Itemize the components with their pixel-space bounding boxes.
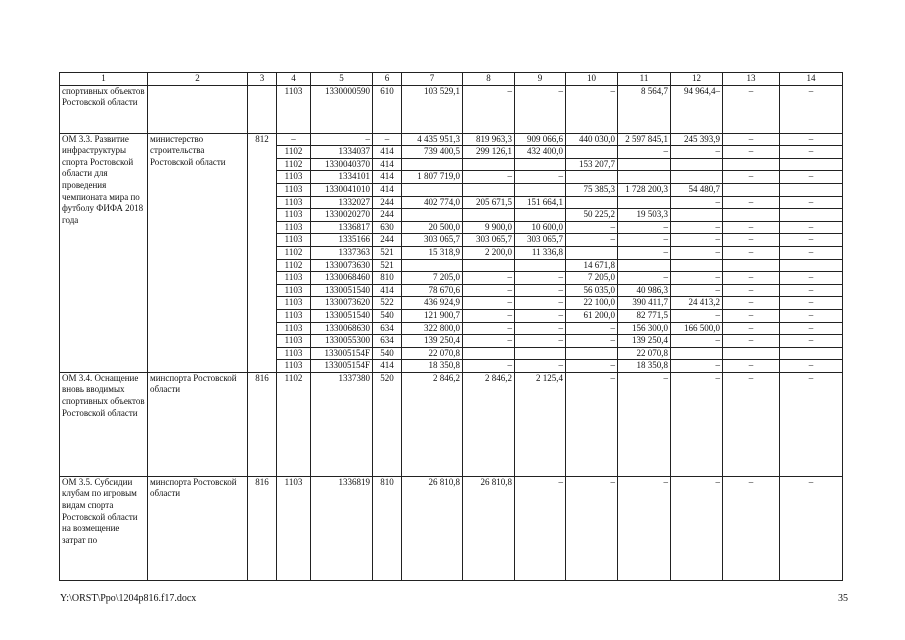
table-cell: 151 664,1	[515, 196, 566, 209]
column-header: 4	[277, 73, 311, 86]
table-cell	[566, 347, 618, 360]
measure-name-cell: ОМ 3.5. Субсидии клубам по игровым видам спорта Ростовской области на возмещение затрат по	[60, 476, 148, 580]
column-header: 6	[373, 73, 402, 86]
table-cell: 540	[373, 347, 402, 360]
table-cell: 1330073620	[311, 297, 373, 310]
table-cell	[723, 183, 780, 196]
table-cell: –	[463, 284, 515, 297]
table-cell	[618, 171, 671, 184]
table-cell: 26 810,8	[402, 476, 463, 580]
table-cell: 10 600,0	[515, 221, 566, 234]
table-cell: 436 924,9	[402, 297, 463, 310]
table-cell	[402, 209, 463, 222]
table-cell: –	[515, 284, 566, 297]
table-cell: –	[671, 221, 723, 234]
page-number: 35	[838, 593, 848, 604]
table-cell: 1335166	[311, 234, 373, 247]
table-cell: –	[463, 85, 515, 133]
table-row	[60, 85, 843, 133]
table-cell: –	[463, 272, 515, 285]
table-cell	[671, 347, 723, 360]
table-cell: 810	[373, 272, 402, 285]
table-cell: –	[671, 196, 723, 209]
table-cell: 54 480,7	[671, 183, 723, 196]
table-cell: 540	[373, 309, 402, 322]
table-cell: 1330068630	[311, 322, 373, 335]
table-cell: –	[566, 234, 618, 247]
table-cell: 8 564,7	[618, 85, 671, 133]
table-cell: 166 500,0	[671, 322, 723, 335]
table-cell: 18 350,8	[402, 360, 463, 373]
table-cell: 1103	[277, 272, 311, 285]
table-cell: 1103	[277, 196, 311, 209]
grbs-code-cell: 816	[248, 476, 277, 580]
table-cell: –	[671, 146, 723, 159]
table-cell: 1334101	[311, 171, 373, 184]
table-cell: 1103	[277, 85, 311, 133]
table-cell: –	[515, 360, 566, 373]
table-cell	[402, 183, 463, 196]
table-cell: –	[723, 360, 780, 373]
column-header: 7	[402, 73, 463, 86]
table-cell: 1330020270	[311, 209, 373, 222]
table-cell: –	[566, 85, 618, 133]
table-cell: 1103	[277, 476, 311, 580]
table-cell: –	[277, 133, 311, 146]
table-cell: 22 070,8	[618, 347, 671, 360]
table-cell: 2 846,2	[402, 372, 463, 476]
table-cell: 1103	[277, 221, 311, 234]
table-cell: –	[515, 309, 566, 322]
table-cell	[780, 209, 843, 222]
table-cell: –	[463, 360, 515, 373]
table-cell: 7 205,0	[402, 272, 463, 285]
measure-name-cell: ОМ 3.3. Развитие инфраструктуры спорта Ростовской области для проведения чемпионата мира по футболу ФИФА 2018 года	[60, 133, 148, 372]
table-cell: –	[780, 234, 843, 247]
table-cell: 1102	[277, 372, 311, 476]
table-cell: 50 225,2	[566, 209, 618, 222]
table-cell: –	[723, 322, 780, 335]
executor-cell: минспорта Ростовской области	[148, 372, 248, 476]
table-cell: –	[780, 297, 843, 310]
table-cell: 414	[373, 146, 402, 159]
table-cell: 1330051540	[311, 309, 373, 322]
table-cell: 303 065,7	[515, 234, 566, 247]
table-cell: 1103	[277, 335, 311, 348]
table-cell: 2 200,0	[463, 246, 515, 259]
column-header: 5	[311, 73, 373, 86]
table-cell: –	[566, 335, 618, 348]
table-cell: 24 413,2	[671, 297, 723, 310]
table-cell: –	[671, 272, 723, 285]
table-cell: 139 250,4	[618, 335, 671, 348]
column-header: 9	[515, 73, 566, 86]
column-header: 14	[780, 73, 843, 86]
table-cell: 245 393,9	[671, 133, 723, 146]
table-cell: 153 207,7	[566, 158, 618, 171]
table-cell: –	[723, 171, 780, 184]
table-cell: 1330040370	[311, 158, 373, 171]
table-cell: 1336819	[311, 476, 373, 580]
table-cell: 1102	[277, 146, 311, 159]
table-cell: –	[463, 322, 515, 335]
table-cell: –	[780, 284, 843, 297]
table-cell: 1332027	[311, 196, 373, 209]
table-cell: 94 964,4–	[671, 85, 723, 133]
table-cell: –	[780, 246, 843, 259]
table-cell	[566, 146, 618, 159]
table-cell: 56 035,0	[566, 284, 618, 297]
table-cell	[671, 171, 723, 184]
table-cell: 521	[373, 246, 402, 259]
table-cell: –	[515, 272, 566, 285]
table-cell: 1102	[277, 246, 311, 259]
executor-cell: минспорта Ростовской области	[148, 476, 248, 580]
table-cell: –	[515, 322, 566, 335]
table-cell: 1103	[277, 171, 311, 184]
table-cell: 1103	[277, 209, 311, 222]
table-cell: 390 411,7	[618, 297, 671, 310]
table-cell: –	[311, 133, 373, 146]
column-header: 1	[60, 73, 148, 86]
table-cell: –	[671, 309, 723, 322]
table-cell: –	[780, 133, 843, 146]
table-cell: –	[618, 146, 671, 159]
executor-cell: министерство строительства Ростовской области	[148, 133, 248, 372]
table-cell: 15 318,9	[402, 246, 463, 259]
table-cell: –	[671, 284, 723, 297]
table-cell: –	[723, 476, 780, 580]
executor-cell	[148, 85, 248, 133]
table-cell	[780, 347, 843, 360]
grbs-code-cell: 816	[248, 372, 277, 476]
table-cell: –	[780, 272, 843, 285]
table-row	[60, 133, 843, 146]
table-cell: –	[618, 234, 671, 247]
table-cell: 432 400,0	[515, 146, 566, 159]
table-cell: 810	[373, 476, 402, 580]
table-cell: 244	[373, 196, 402, 209]
table-cell	[671, 209, 723, 222]
table-cell	[515, 158, 566, 171]
table-cell: 414	[373, 284, 402, 297]
table-cell: –	[515, 85, 566, 133]
table-row	[60, 476, 843, 580]
table-cell: –	[463, 297, 515, 310]
table-cell: 1337380	[311, 372, 373, 476]
table-cell: 634	[373, 335, 402, 348]
column-header: 12	[671, 73, 723, 86]
column-number-row	[60, 73, 843, 86]
table-cell: –	[671, 360, 723, 373]
table-cell: 414	[373, 360, 402, 373]
table-cell: –	[723, 221, 780, 234]
table-cell: 1330041010	[311, 183, 373, 196]
table-cell: 61 200,0	[566, 309, 618, 322]
table-cell	[723, 347, 780, 360]
table-cell: 1330051540	[311, 284, 373, 297]
table-row	[60, 372, 843, 476]
table-cell: 244	[373, 234, 402, 247]
table-cell: 610	[373, 85, 402, 133]
table-cell: –	[566, 360, 618, 373]
table-cell: –	[515, 297, 566, 310]
table-cell: 19 503,3	[618, 209, 671, 222]
table-cell	[618, 259, 671, 272]
table-cell: 299 126,1	[463, 146, 515, 159]
table-cell: –	[723, 297, 780, 310]
table-cell: –	[463, 309, 515, 322]
table-cell: –	[723, 133, 780, 146]
table-cell: 20 500,0	[402, 221, 463, 234]
table-cell: –	[723, 246, 780, 259]
table-cell: 1103	[277, 322, 311, 335]
table-cell	[618, 158, 671, 171]
table-cell: –	[671, 335, 723, 348]
table-cell: 1330068460	[311, 272, 373, 285]
table-cell: –	[566, 221, 618, 234]
table-cell: 103 529,1	[402, 85, 463, 133]
table-cell: 4 435 951,3	[402, 133, 463, 146]
table-cell: –	[671, 246, 723, 259]
table-cell: 520	[373, 372, 402, 476]
table-cell: 1330055300	[311, 335, 373, 348]
table-cell	[515, 209, 566, 222]
table-cell: 156 300,0	[618, 322, 671, 335]
table-cell: –	[566, 322, 618, 335]
table-cell: 521	[373, 259, 402, 272]
table-cell: –	[618, 221, 671, 234]
table-cell: 14 671,8	[566, 259, 618, 272]
table-cell: –	[515, 335, 566, 348]
table-header	[60, 73, 843, 86]
table-cell: –	[780, 372, 843, 476]
table-cell: –	[780, 360, 843, 373]
table-cell: 1330073630	[311, 259, 373, 272]
table-cell	[463, 183, 515, 196]
table-cell: 7 205,0	[566, 272, 618, 285]
table-cell: –	[780, 146, 843, 159]
table-cell: 303 065,7	[463, 234, 515, 247]
table-cell: –	[780, 196, 843, 209]
table-cell	[463, 259, 515, 272]
table-cell: 11 336,8	[515, 246, 566, 259]
table-cell: 2 846,2	[463, 372, 515, 476]
table-cell: –	[723, 146, 780, 159]
table-cell: 1103	[277, 360, 311, 373]
table-cell: 739 400,5	[402, 146, 463, 159]
table-cell: 522	[373, 297, 402, 310]
table-cell: 133005154F	[311, 360, 373, 373]
table-cell	[463, 347, 515, 360]
measure-name-cell: ОМ 3.4. Оснащение вновь вводимых спортивных объектов Ростовской области	[60, 372, 148, 476]
table-cell: 303 065,7	[402, 234, 463, 247]
table-cell: –	[671, 372, 723, 476]
table-cell: 630	[373, 221, 402, 234]
table-cell: –	[780, 476, 843, 580]
table-cell: –	[515, 476, 566, 580]
table-cell: 244	[373, 209, 402, 222]
document-path: Y:\ORST\Ppo\1204p816.f17.docx	[60, 593, 197, 604]
table-cell: 1 728 200,3	[618, 183, 671, 196]
table-cell: 75 385,3	[566, 183, 618, 196]
table-cell	[780, 183, 843, 196]
table-cell: 205 671,5	[463, 196, 515, 209]
table-cell: 82 771,5	[618, 309, 671, 322]
table-cell: –	[780, 221, 843, 234]
table-cell: –	[723, 335, 780, 348]
column-header: 8	[463, 73, 515, 86]
table-cell: 9 900,0	[463, 221, 515, 234]
table-cell	[566, 196, 618, 209]
table-cell: 78 670,6	[402, 284, 463, 297]
table-cell	[402, 259, 463, 272]
table-cell: 402 774,0	[402, 196, 463, 209]
table-cell: –	[373, 133, 402, 146]
table-cell: –	[618, 372, 671, 476]
grbs-code-cell	[248, 85, 277, 133]
table-cell: –	[566, 372, 618, 476]
table-cell: 22 070,8	[402, 347, 463, 360]
table-cell: 1102	[277, 259, 311, 272]
table-cell: 1103	[277, 284, 311, 297]
table-cell: –	[780, 335, 843, 348]
table-cell: –	[515, 171, 566, 184]
table-cell	[566, 171, 618, 184]
table-cell: 414	[373, 171, 402, 184]
table-cell: –	[780, 171, 843, 184]
table-cell	[566, 246, 618, 259]
table-cell: –	[723, 284, 780, 297]
table-cell	[723, 209, 780, 222]
table-cell: 40 986,3	[618, 284, 671, 297]
table-cell: –	[723, 196, 780, 209]
table-cell: –	[780, 322, 843, 335]
table-cell: –	[566, 476, 618, 580]
table-cell: –	[671, 476, 723, 580]
table-cell: 1336817	[311, 221, 373, 234]
table-cell: –	[463, 171, 515, 184]
measure-name-cell: спортивных объектов Ростовской области	[60, 85, 148, 133]
table-cell: –	[463, 335, 515, 348]
table-cell: –	[780, 85, 843, 133]
table-cell: 22 100,0	[566, 297, 618, 310]
table-cell: 133005154F	[311, 347, 373, 360]
column-header: 3	[248, 73, 277, 86]
table-cell: 414	[373, 183, 402, 196]
table-cell: –	[618, 272, 671, 285]
column-header: 13	[723, 73, 780, 86]
table-cell: 414	[373, 158, 402, 171]
table-cell: –	[618, 246, 671, 259]
column-header: 10	[566, 73, 618, 86]
column-header: 2	[148, 73, 248, 86]
table-cell: 909 066,6	[515, 133, 566, 146]
table-cell: –	[618, 476, 671, 580]
table-cell	[463, 158, 515, 171]
table-cell: –	[723, 309, 780, 322]
table-cell: 18 350,8	[618, 360, 671, 373]
table-cell	[515, 347, 566, 360]
table-cell: 1103	[277, 234, 311, 247]
table-cell: 1103	[277, 347, 311, 360]
table-cell: 322 800,0	[402, 322, 463, 335]
budget-table	[59, 72, 843, 581]
table-cell: 26 810,8	[463, 476, 515, 580]
table-cell: 121 900,7	[402, 309, 463, 322]
table-cell: –	[723, 85, 780, 133]
table-cell: –	[671, 234, 723, 247]
table-cell	[515, 259, 566, 272]
table-cell	[723, 259, 780, 272]
table-cell: –	[723, 234, 780, 247]
column-header: 11	[618, 73, 671, 86]
grbs-code-cell: 812	[248, 133, 277, 372]
table-cell	[671, 158, 723, 171]
table-cell	[618, 196, 671, 209]
table-cell: 1337363	[311, 246, 373, 259]
table-cell	[515, 183, 566, 196]
table-cell: 1103	[277, 309, 311, 322]
table-cell	[671, 259, 723, 272]
table-cell: 2 597 845,1	[618, 133, 671, 146]
table-cell: 1330000590	[311, 85, 373, 133]
table-cell: 819 963,3	[463, 133, 515, 146]
table-cell: 1 807 719,0	[402, 171, 463, 184]
table-cell: 634	[373, 322, 402, 335]
table-body	[60, 85, 843, 580]
table-cell	[463, 209, 515, 222]
table-cell: 440 030,0	[566, 133, 618, 146]
table-cell	[402, 158, 463, 171]
table-cell: 1102	[277, 158, 311, 171]
table-cell: 139 250,4	[402, 335, 463, 348]
table-cell: –	[723, 272, 780, 285]
table-cell: –	[780, 309, 843, 322]
table-cell: 2 125,4	[515, 372, 566, 476]
table-cell	[780, 158, 843, 171]
table-cell	[780, 259, 843, 272]
table-cell	[723, 158, 780, 171]
table-cell: 1103	[277, 297, 311, 310]
table-cell: 1334037	[311, 146, 373, 159]
table-cell: –	[723, 372, 780, 476]
table-cell: 1103	[277, 183, 311, 196]
